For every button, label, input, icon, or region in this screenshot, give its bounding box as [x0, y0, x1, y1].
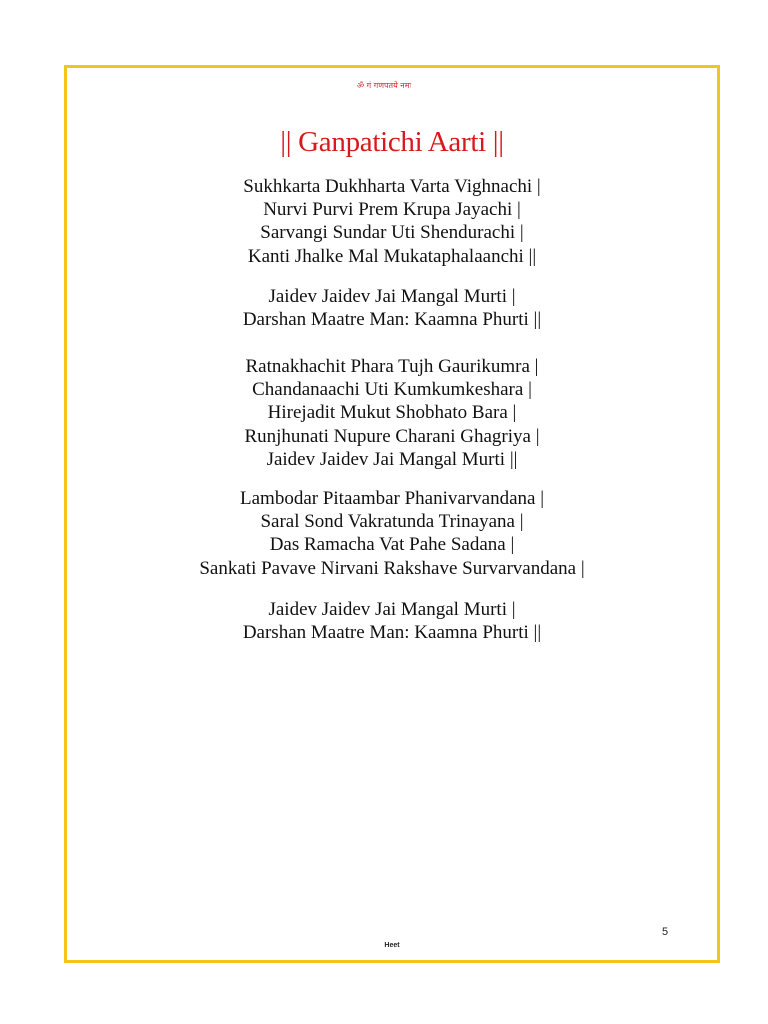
verse-line: Chandanaachi Uti Kumkumkeshara |	[252, 379, 532, 401]
chorus-1	[0, 285, 768, 331]
verse-line: Sarvangi Sundar Uti Shendurachi |	[260, 222, 524, 244]
verse-line: Ratnakhachit Phara Tujh Gaurikumra |	[245, 356, 539, 377]
verse-line: Sukhkarta Dukhharta Varta Vighnachi |	[243, 176, 541, 197]
verse-line: Das Ramacha Vat Pahe Sadana |	[269, 534, 515, 556]
invocation-header: ॐ गं गणपतये नमः	[356, 81, 412, 90]
verse-line: Runjhunati Nupure Charani Ghagriya |	[244, 425, 540, 447]
verse-line: Kanti Jhalke Mal Mukataphalaanchi ||	[247, 245, 537, 267]
chorus-line: Jaidev Jaidev Jai Mangal Murti |	[268, 286, 516, 307]
verse-line: Sankati Pavave Nirvani Rakshave Survarvandana |	[199, 557, 585, 579]
chorus-2	[0, 598, 768, 644]
verse-line: Saral Sond Vakratunda Trinayana |	[260, 511, 524, 533]
verse-line: Hirejadit Mukut Shobhato Bara |	[267, 402, 517, 424]
stanza-3	[0, 487, 768, 580]
verse-line: Lambodar Pitaambar Phanivarvandana |	[240, 488, 544, 509]
page-number: 5	[662, 926, 669, 938]
page-title: || Ganpatichi Aarti ||	[280, 126, 504, 158]
chorus-line: Jaidev Jaidev Jai Mangal Murti |	[268, 599, 516, 620]
verse-line: Nurvi Purvi Prem Krupa Jayachi |	[263, 199, 521, 221]
footer-name: Heet	[384, 942, 400, 949]
stanza-2	[0, 355, 768, 471]
verse-line: Jaidev Jaidev Jai Mangal Murti ||	[266, 448, 518, 470]
chorus-line: Darshan Maatre Man: Kaamna Phurti ||	[242, 309, 542, 331]
stanza-1	[0, 175, 768, 268]
chorus-line: Darshan Maatre Man: Kaamna Phurti ||	[242, 622, 542, 644]
